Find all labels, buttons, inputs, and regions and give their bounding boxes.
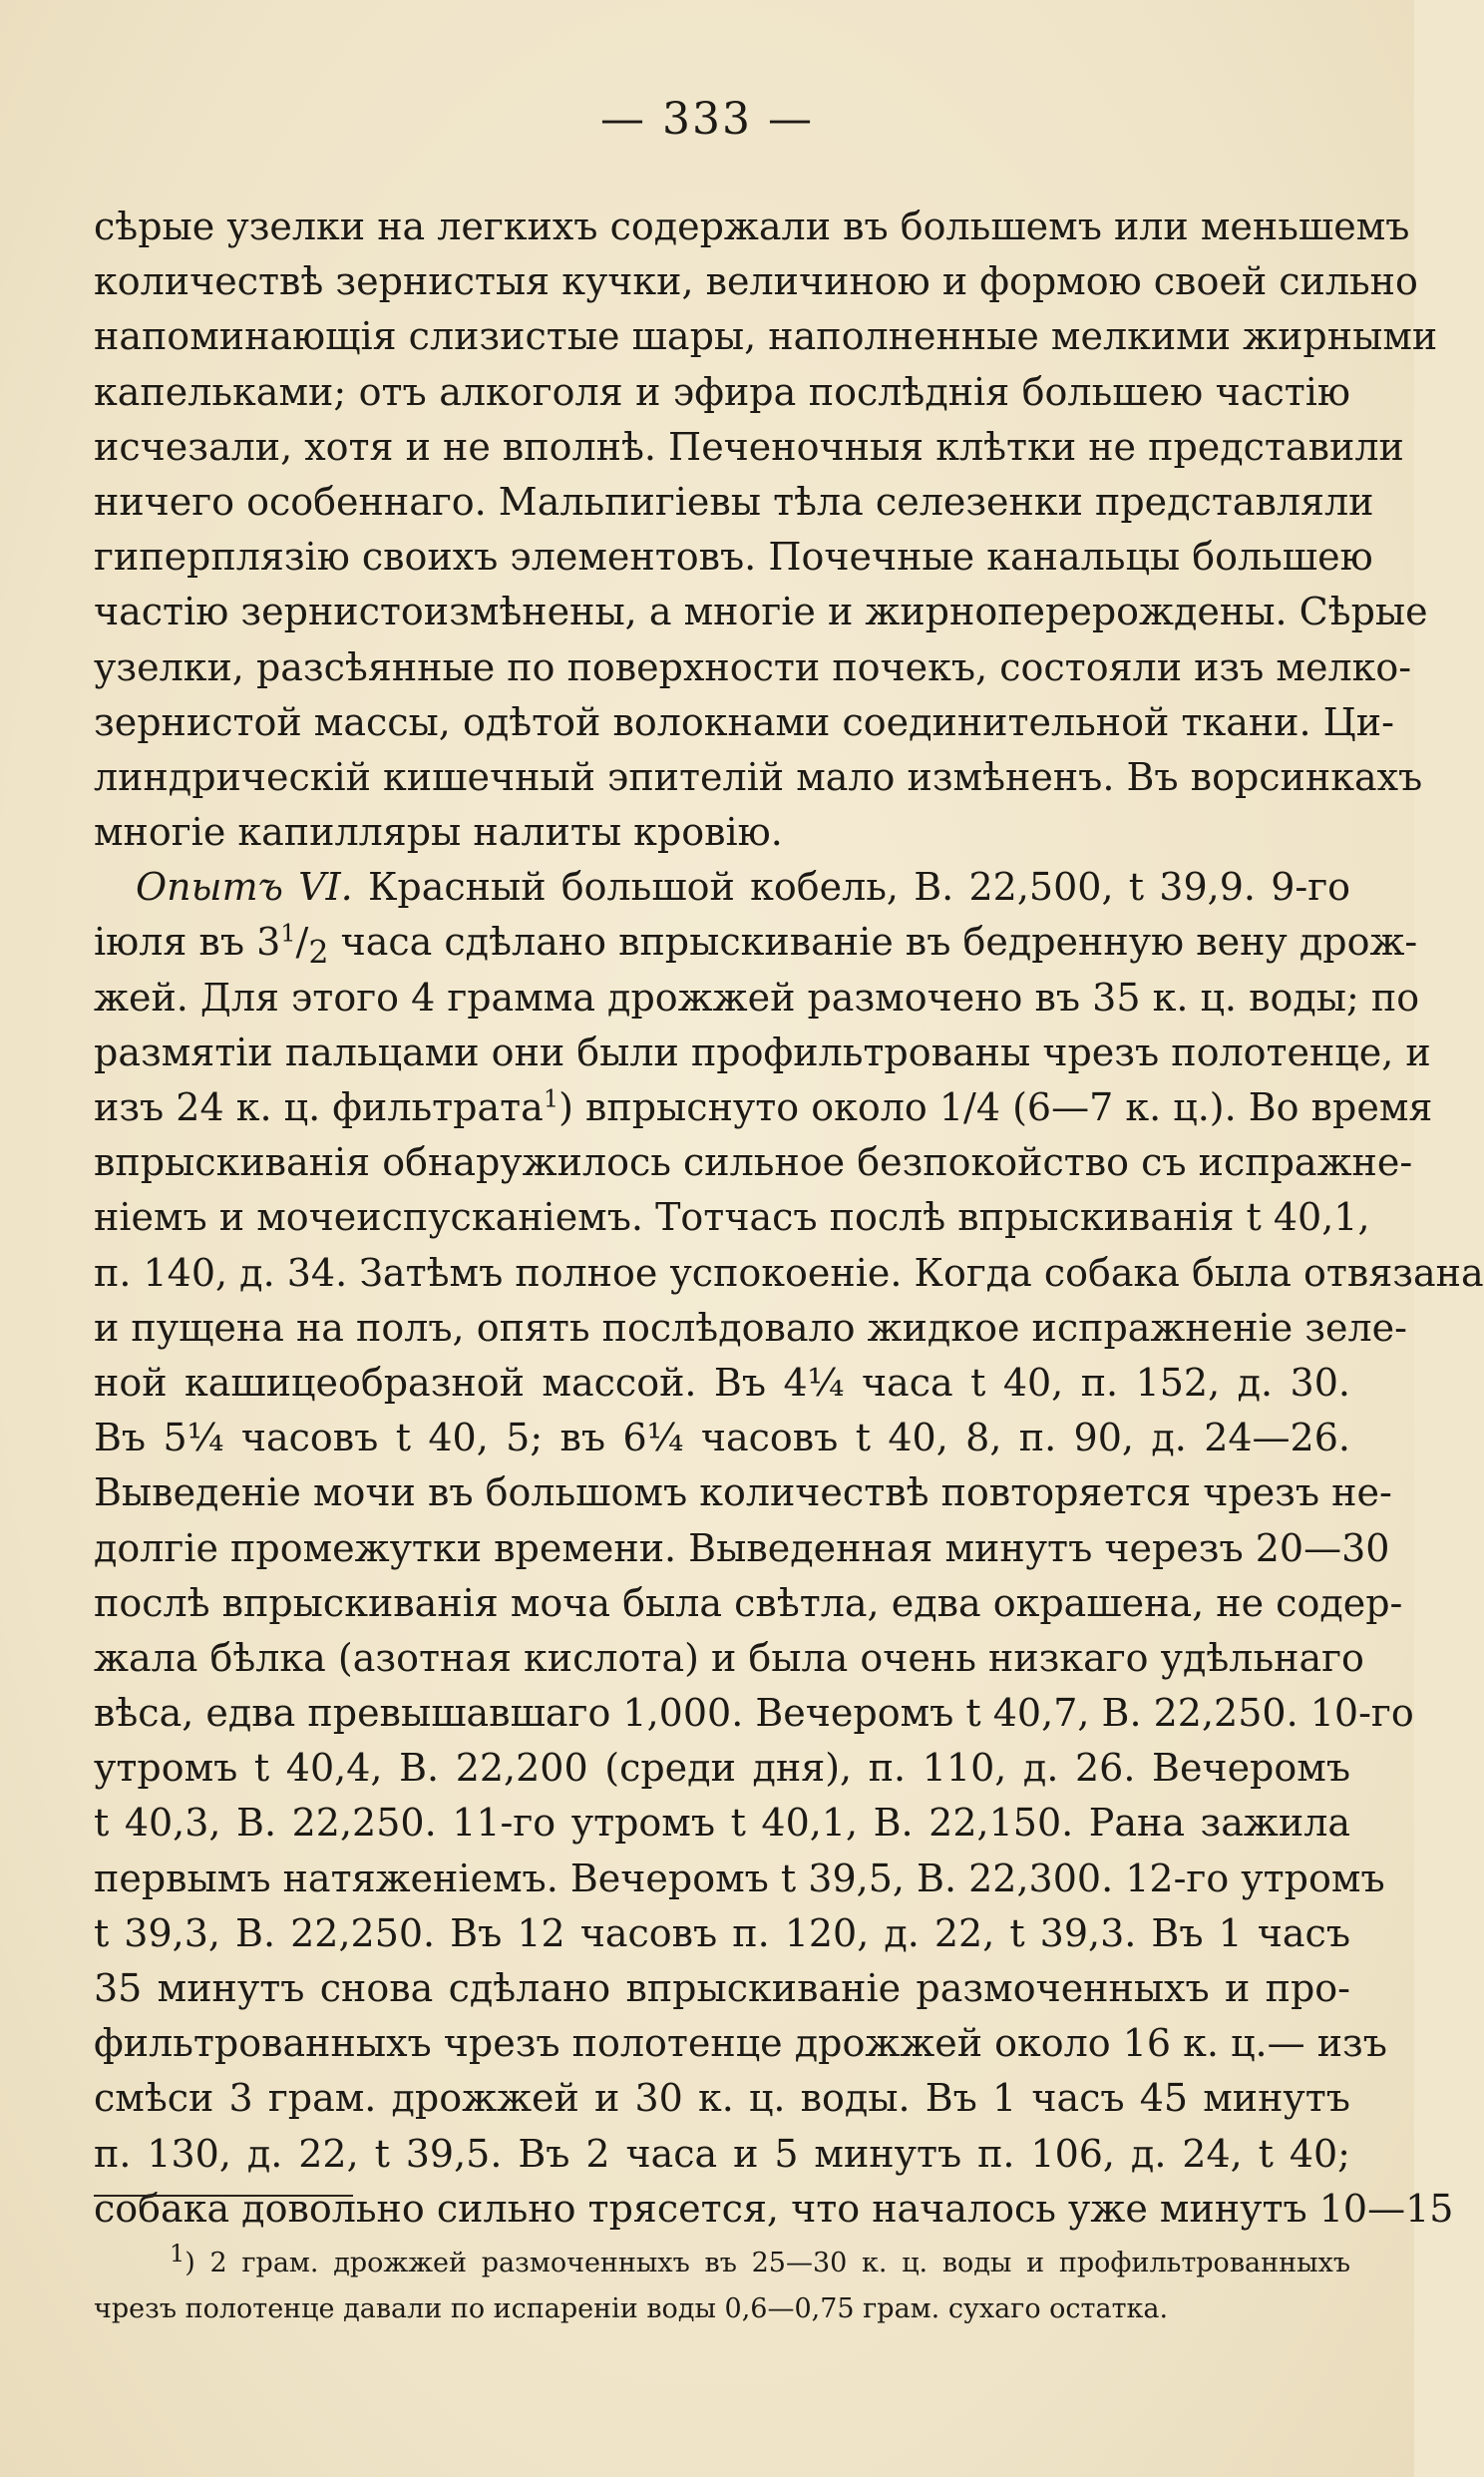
text-line: жей. Для этого 4 грамма дрожжей размочено въ 35 к. ц. воды; по <box>94 975 1420 1020</box>
text-line <box>94 915 1418 973</box>
text-line: п. 130, д. 22, t 39,5. Въ 2 часа и 5 минутъ п. 106, д. 24, t 40; <box>94 2131 1350 2176</box>
text-run: іюля въ 3 <box>94 920 281 965</box>
text-line: собака довольно сильно трясется, что началось уже минутъ 10—15 <box>94 2186 1454 2231</box>
body-text <box>94 200 1484 2237</box>
text-line: ничего особеннаго. Мальпигіевы тѣла селезенки представляли <box>94 479 1374 524</box>
text-line <box>94 1080 1433 1135</box>
experiment-label: Опытъ VI. <box>136 865 353 910</box>
text-line: 35 минутъ снова сдѣлано впрыскиваніе размоченныхъ и про- <box>94 1966 1350 2010</box>
fraction-numerator: 1 <box>280 919 296 948</box>
text-run: часа сдѣлано впрыскиваніе въ бедренную вену дрож- <box>328 920 1418 965</box>
text-line: п. 140, д. 34. Затѣмъ полное успокоеніе. Когда собака была отвязана <box>94 1250 1484 1295</box>
experiment-heading-line <box>94 860 1350 915</box>
text-line: и пущена на полъ, опять послѣдовало жидкое испражненіе зеле- <box>94 1305 1407 1350</box>
footnote-marker: 1 <box>170 2240 186 2268</box>
text-line: зернистой массы, одѣтой волокнами соединительной ткани. Ци- <box>94 699 1394 744</box>
text-line: фильтрованныхъ чрезъ полотенце дрожжей около 16 к. ц.— изъ <box>94 2021 1387 2066</box>
text-line: послѣ впрыскиванія моча была свѣтла, едва окрашена, не содер- <box>94 1580 1403 1625</box>
text-line: утромъ t 40,4, В. 22,200 (среди дня), п. 110, д. 26. Вечеромъ <box>94 1746 1350 1791</box>
text-line: впрыскиванія обнаружилось сильное безпокойство съ испражне- <box>94 1140 1413 1185</box>
text-line: смѣси 3 грам. дрожжей и 30 к. ц. воды. Въ 1 часъ 45 минутъ <box>94 2076 1350 2121</box>
text-line: исчезали, хотя и не вполнѣ. Печеночныя клѣтки не представили <box>94 424 1404 469</box>
text-line: долгіе промежутки времени. Выведенная минутъ черезъ 20—30 <box>94 1525 1390 1570</box>
footnote <box>94 2241 1350 2332</box>
text-line: гиперплязію своихъ элементовъ. Почечные канальцы большею <box>94 535 1373 580</box>
fraction: 1/4 <box>938 1085 1001 1129</box>
text-line: Выведеніе мочи въ большомъ количествѣ повторяется чрезъ не- <box>94 1470 1392 1515</box>
footnote-line: чрезъ полотенце давали по испареніи воды 0,6—0,75 грам. сухаго остатка. <box>94 2293 1169 2324</box>
footnote-line <box>94 2241 1350 2286</box>
text-line: первымъ натяженіемъ. Вечеромъ t 39,5, В. 22,300. 12-го утромъ <box>94 1856 1385 1900</box>
page-number: — 333 — <box>600 94 814 145</box>
fraction-slash: / <box>295 920 309 965</box>
footnote-text: ) 2 грам. дрожжей размоченныхъ въ 25—30 к. ц. воды и профильтрованныхъ <box>185 2248 1350 2278</box>
text-line: ніемъ и мочеиспусканіемъ. Тотчасъ послѣ впрыскиванія t 40,1, <box>94 1195 1370 1240</box>
text-run: ) впрыснуто около <box>558 1085 939 1129</box>
text-line: напоминающія слизистые шары, наполненные мелкими жирными <box>94 314 1438 359</box>
text-line: многіе капилляры налиты кровію. <box>94 810 783 855</box>
text-run: Красный большой кобель, В. 22,500, t 39,9. 9-го <box>352 865 1350 910</box>
text-line: количествѣ зернистыя кучки, величиною и формою своей сильно <box>94 259 1418 304</box>
text-run: изъ 24 к. ц. фильтрата <box>94 1085 544 1129</box>
text-line: сѣрые узелки на легкихъ содержали въ большемъ или меньшемъ <box>94 205 1410 248</box>
text-run: (6—7 к. ц.). Во время <box>1000 1085 1433 1129</box>
text-line: размятіи пальцами они были профильтрованы чрезъ полотенце, и <box>94 1030 1431 1074</box>
text-line: узелки, разсѣянные по поверхности почекъ, состояли изъ мелко- <box>94 644 1412 689</box>
text-line: t 39,3, В. 22,250. Въ 12 часовъ п. 120, д. 22, t 39,3. Въ 1 часъ <box>94 1910 1350 1955</box>
text-line: жала бѣлка (азотная кислота) и была очень низкаго удѣльнаго <box>94 1635 1364 1680</box>
text-line: t 40,3, В. 22,250. 11-го утромъ t 40,1, В. 22,150. Рана зажила <box>94 1801 1350 1846</box>
text-line: линдрическій кишечный эпителій мало измѣненъ. Въ ворсинкахъ <box>94 754 1423 799</box>
footnote-divider <box>94 2195 353 2197</box>
text-line: ной кашицеобразной массой. Въ 4¼ часа t 40, п. 152, д. 30. <box>94 1360 1350 1405</box>
text-line: вѣса, едва превышавшаго 1,000. Вечеромъ t 40,7, В. 22,250. 10-го <box>94 1691 1414 1736</box>
text-line: Въ 5¼ часовъ t 40, 5; въ 6¼ часовъ t 40, 8, п. 90, д. 24—26. <box>94 1416 1350 1460</box>
fraction-denominator: 2 <box>308 936 329 973</box>
text-line: капельками; отъ алкоголя и эфира послѣднія большею частію <box>94 369 1350 414</box>
text-line: частію зернистоизмѣнены, а многіе и жирноперерождены. Сѣрые <box>94 590 1428 634</box>
footnote-reference: 1 <box>543 1084 559 1113</box>
